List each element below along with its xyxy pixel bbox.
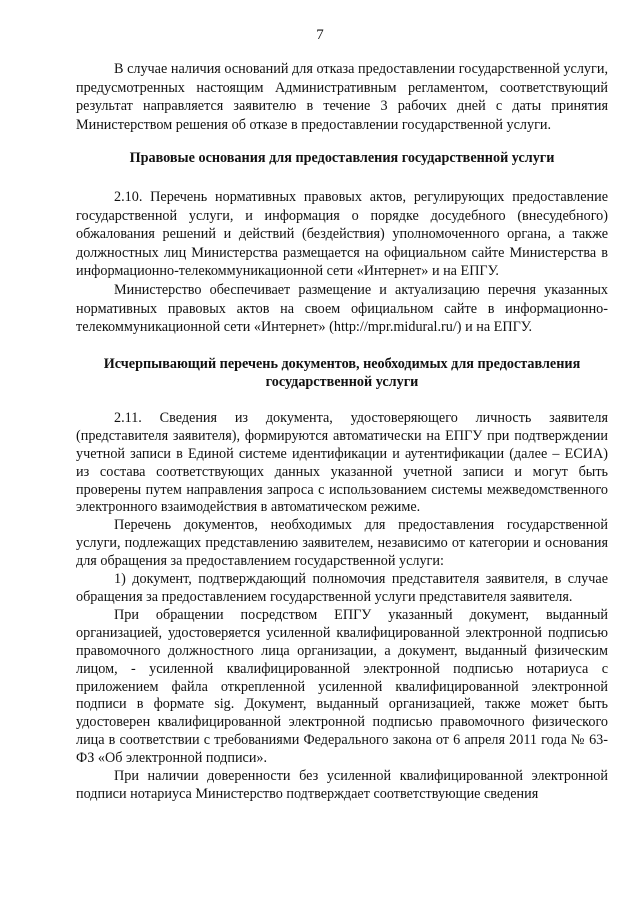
paragraph-2-10: 2.10. Перечень нормативных правовых актов, регулирующих предоставление государственной услуги, и информация о порядке досудебного (внесудебного) обжалования решений и действий (бездействия) уполномоченного органа, а также должностных лиц Министерства размещается на официальном сайте Министерства в информационно-телекоммуникационной сети «Интернет» и на ЕПГУ. — [76, 188, 608, 280]
heading-required-documents: Исчерпывающий перечень документов, необходимых для предоставления государственной услуги — [103, 355, 581, 391]
paragraph-2-11: 2.11. Сведения из документа, удостоверяющего личность заявителя (представителя заявителя), формируются автоматически на ЕПГУ при подтверждении учетной записи в Единой системе идентификации и аутентификации (далее – ЕСИА) из состава соответствующих данных указанной учетной записи и могут быть проверены путем направления запроса с использованием системы межведомственного электронного взаимодействия в автоматическом режиме. — [76, 409, 608, 516]
page-number: 7 — [316, 27, 324, 43]
paragraph-epgu-signature: При обращении посредством ЕПГУ указанный документ, выданный организацией, удостоверяется усиленной квалифицированной электронной подписью правомочного должностного лица организации, а документ, выданный физическим лицом, - усиленной квалифицированной электронной подписью нотариуса с приложением файла открепленной усиленной квалифицированной электронной подписи в формате sig. Документ, выданный организацией, также может быть удостоверен квалифицированной электронной подписью правомочного физического лица в соответствии с требованиями Федерального закона от 6 апреля 2011 года № 63-ФЗ «Об электронной подписи». — [76, 606, 608, 767]
paragraph-proxy: При наличии доверенности без усиленной квалифицированной электронной подписи нотариуса Министерство подтверждает соответствующие сведения — [76, 768, 608, 802]
paragraph-item-1: 1) документ, подтверждающий полномочия представителя заявителя, в случае обращения за предоставлением государственной услуги представителя заявителя. — [76, 571, 608, 605]
paragraph-refusal: В случае наличия оснований для отказа предоставлении государственной услуги, предусмотренных настоящим Административным регламентом, соответствующий результат направляется заявителю в течение 3 рабочих дней с даты принятия Министерством решения об отказе в предоставлении государственной услуги. — [76, 61, 608, 133]
paragraph-ministry-publishes: Министерство обеспечивает размещение и актуализацию перечня указанных нормативных правовых актов на своем официальном сайте в информационно-телекоммуникационной сети «Интернет» (http://mpr.midural.ru/) и на ЕПГУ. — [76, 281, 608, 336]
document-body — [76, 60, 608, 804]
paragraph-document-list: Перечень документов, необходимых для предоставления государственной услуги, подлежащих представлению заявителем, независимо от категории и основания для обращения за предоставлением государственной услуги: — [76, 517, 608, 570]
heading-legal-basis: Правовые основания для предоставления государственной услуги — [129, 150, 555, 167]
